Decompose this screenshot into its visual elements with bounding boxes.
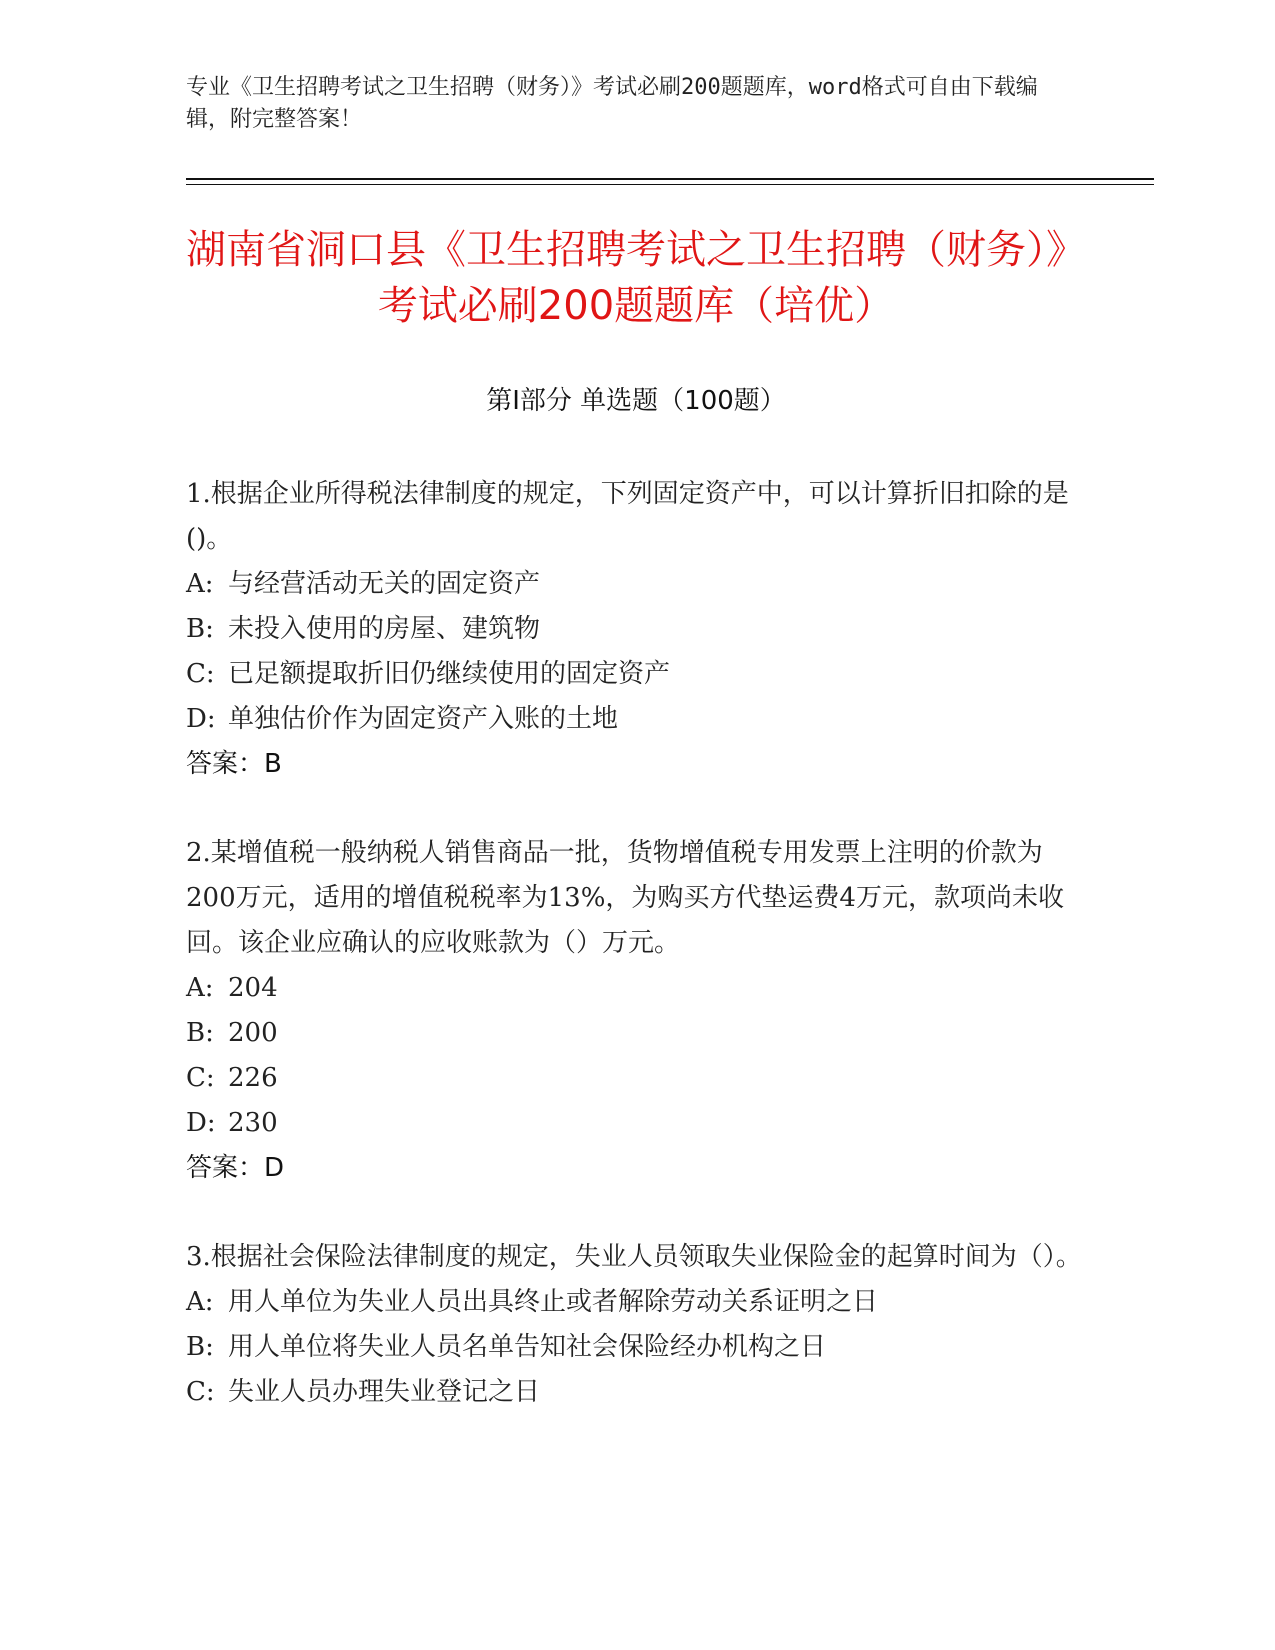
option-text: 226 [228,1063,278,1093]
option-letter: A: [186,973,214,1003]
option-text: 230 [228,1108,278,1138]
option-b [186,1325,1086,1370]
header-divider [186,178,1154,180]
option-text: 204 [228,973,278,1003]
option-a [186,1280,1086,1325]
option-d [186,697,1086,742]
answer: 答案：D [186,1153,285,1183]
answer: 答案：B [186,749,282,779]
option-text: 未投入使用的房屋、建筑物 [228,614,541,644]
question-stem: 3.根据社会保险法律制度的规定，失业人员领取失业保险金的起算时间为（）。 [186,1242,1082,1272]
option-letter: B: [186,614,214,644]
option-text: 用人单位将失业人员名单告知社会保险经办机构之日 [228,1332,827,1362]
question-2 [186,831,1086,1191]
option-text: 200 [228,1018,278,1048]
option-text: 失业人员办理失业登记之日 [228,1377,541,1407]
option-c [186,1370,1086,1415]
document-title: 湖南省洞口县《卫生招聘考试之卫生招聘（财务）》考试必刷200题题库（培优） [186,227,1086,329]
option-b [186,607,1086,652]
option-d [186,1101,1086,1146]
header-note: 专业《卫生招聘考试之卫生招聘（财务）》考试必刷200题题库，word格式可自由下载编辑，附完整答案！ [186,75,1038,132]
question-list [186,472,1086,1459]
option-letter: D: [186,1108,216,1138]
option-text: 已足额提取折旧仍继续使用的固定资产 [228,659,671,689]
option-letter: B: [186,1332,214,1362]
option-text: 与经营活动无关的固定资产 [228,569,541,599]
question-3 [186,1235,1086,1415]
option-letter: C: [186,659,215,689]
option-c [186,652,1086,697]
option-letter: D: [186,704,216,734]
option-text: 用人单位为失业人员出具终止或者解除劳动关系证明之日 [228,1287,879,1317]
option-a [186,562,1086,607]
option-letter: C: [186,1377,215,1407]
question-stem: 1.根据企业所得税法律制度的规定，下列固定资产中，可以计算折旧扣除的是()。 [186,479,1069,554]
section-title: 第Ⅰ部分 单选题（100题） [486,386,786,416]
question-1 [186,472,1086,787]
option-letter: A: [186,569,214,599]
option-c [186,1056,1086,1101]
header-divider-thin [186,184,1154,185]
option-letter: C: [186,1063,215,1093]
option-text: 单独估价作为固定资产入账的土地 [228,704,619,734]
option-a [186,966,1086,1011]
question-stem: 2.某增值税一般纳税人销售商品一批，货物增值税专用发票上注明的价款为200万元，适用的增值税税率为13%，为购买方代垫运费4万元，款项尚未收回。该企业应确认的应收账款为（）万元。 [186,838,1064,958]
option-letter: A: [186,1287,214,1317]
option-b [186,1011,1086,1056]
option-letter: B: [186,1018,214,1048]
